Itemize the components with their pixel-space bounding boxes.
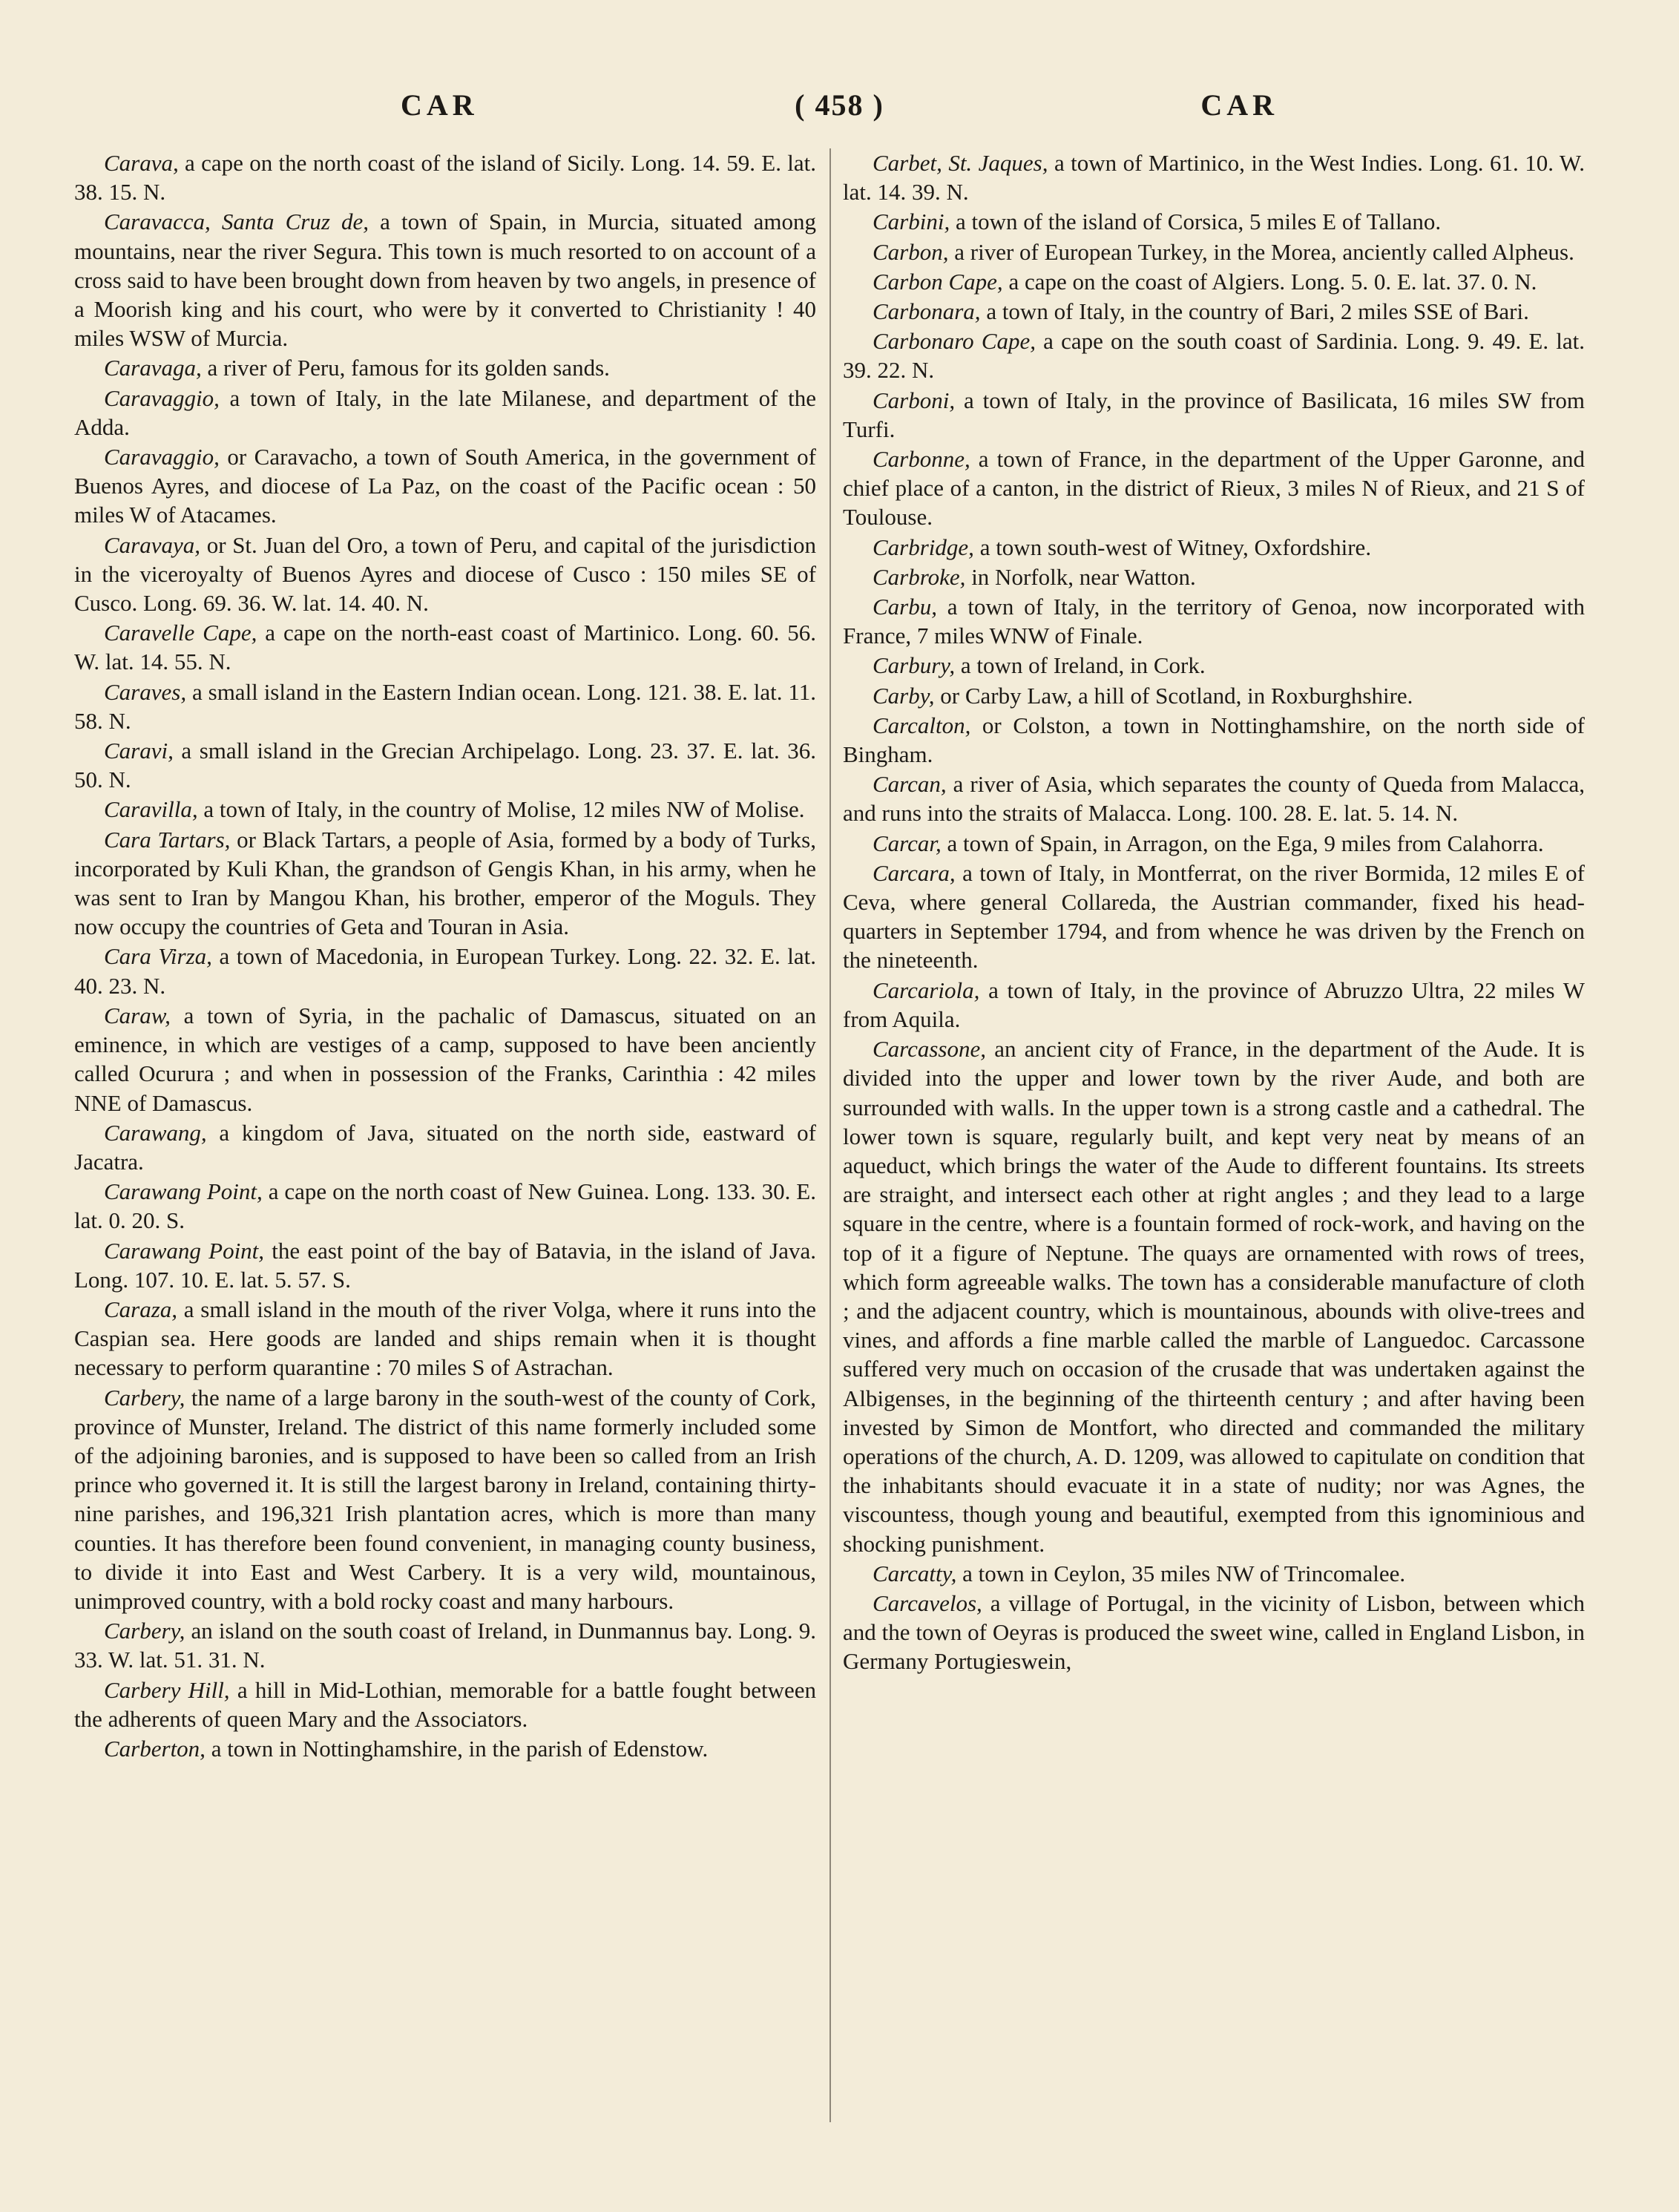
entry-text: a river of Asia, which separates the county of Queda from Malacca, and runs into the straits of Malacca. Long. 100. 28. E. lat. 5. 14. N. (843, 771, 1585, 827)
dictionary-entry (843, 592, 1585, 650)
dictionary-entry (843, 533, 1585, 562)
entry-text: or Colston, a town in Nottinghamshire, on the north side of Bingham. (843, 712, 1585, 768)
dictionary-entry (74, 207, 816, 352)
dictionary-entry (74, 1177, 816, 1235)
dictionary-entry (843, 651, 1585, 680)
dictionary-entry (843, 148, 1585, 206)
entry-text: a cape on the north coast of New Guinea. Long. 133. 30. E. lat. 0. 20. S. (74, 1178, 816, 1234)
entry-text: a town of Spain, in Murcia, situated among mountains, near the river Segura. This town is much resorted to on account of a cross said to have been brought down from heaven by two angels, in presence of a Moorish king and his court, who were by it converted to Christianity ! 40 miles WSW of Murcia. (74, 209, 816, 352)
entry-text: a cape on the north coast of the island of Sicily. Long. 14. 59. E. lat. 38. 15. N. (74, 150, 816, 206)
entry-headword: Carberton, (104, 1735, 206, 1762)
entry-text: a town of Italy, in the country of Bari, 2 miles SSE of Bari. (980, 298, 1529, 325)
dictionary-entry (74, 825, 816, 942)
entry-text: a town of Italy, in Montferrat, on the river Bormida, 12 miles E of Ceva, where general Collareda, the Austrian commander, fixed his head-quarters in September 1794, and from whence he was driven by the French on the nineteenth. (843, 859, 1585, 974)
entry-headword: Carbon Cape, (873, 268, 1003, 295)
entry-text: a town of Ireland, in Cork. (955, 652, 1206, 679)
dictionary-entry (74, 736, 816, 794)
dictionary-entry (843, 976, 1585, 1034)
entry-text: a river of Peru, famous for its golden sands. (201, 355, 610, 381)
entry-headword: Caravelle Cape, (104, 620, 257, 646)
entry-headword: Carbon, (873, 238, 949, 265)
dictionary-entry (74, 442, 816, 530)
dictionary-entry (843, 1589, 1585, 1676)
entry-headword: Cara Tartars, (104, 826, 231, 853)
entry-text: a river of European Turkey, in the Morea, anciently called Alpheus. (948, 238, 1574, 265)
entry-headword: Carbet, St. Jaques, (873, 150, 1048, 176)
entry-text: a cape on the coast of Algiers. Long. 5. 0. E. lat. 37. 0. N. (1002, 268, 1537, 295)
entry-text: a cape on the south coast of Sardinia. Long. 9. 49. E. lat. 39. 22. N. (843, 328, 1585, 384)
entry-headword: Carawang Point, (104, 1237, 265, 1264)
left-column (74, 148, 816, 1764)
entry-headword: Caravacca, Santa Cruz de, (104, 209, 369, 235)
dictionary-entry (843, 237, 1585, 266)
entry-headword: Carcatty, (873, 1560, 957, 1586)
entry-headword: Caraza, (104, 1296, 178, 1322)
entry-headword: Carbonara, (873, 298, 981, 325)
dictionary-entry (843, 326, 1585, 384)
entry-headword: Carcar, (873, 830, 942, 856)
entry-headword: Carawang, (104, 1119, 207, 1146)
dictionary-entry (74, 1616, 816, 1674)
dictionary-entry (74, 384, 816, 442)
entry-text: a town of Italy, in the territory of Genoa, now incorporated with France, 7 miles WNW of Finale. (843, 594, 1585, 649)
header-left: CAR (401, 88, 479, 122)
dictionary-entry (74, 1001, 816, 1118)
entry-text: or Black Tartars, a people of Asia, formed by a body of Turks, incorporated by Kuli Khan, the grandson of Gengis Khan, in his army, when he was sent to Iran by Mangou Khan, his brother, emperor of the Moguls. They now occupy the countries of Geta and Touran in Asia. (74, 826, 816, 940)
header-right: CAR (1200, 88, 1278, 122)
entry-text: a town south-west of Witney, Oxfordshire. (973, 534, 1372, 560)
entry-text: a town of Italy, in the country of Molise, 12 miles NW of Molise. (197, 796, 805, 823)
column-divider (829, 148, 831, 2122)
page-number: ( 458 ) (795, 88, 884, 122)
entry-text: a town of Spain, in Arragon, on the Ega, 9 miles from Calahorra. (941, 830, 1544, 856)
entry-text: a hill in Mid-Lothian, memorable for a battle fought between the adherents of queen Mary and the Associators. (74, 1676, 816, 1732)
entry-text: a small island in the Eastern Indian ocean. Long. 121. 38. E. lat. 11. 58. N. (74, 678, 816, 734)
entry-headword: Carcalton, (873, 712, 971, 738)
right-column (843, 148, 1585, 1677)
entry-headword: Carcariola, (873, 977, 980, 1003)
dictionary-entry (843, 562, 1585, 591)
entry-headword: Carbury, (873, 652, 956, 679)
entry-headword: Carbroke, (873, 563, 966, 590)
entry-text: a kingdom of Java, situated on the north side, eastward of Jacatra. (74, 1119, 816, 1175)
entry-text: a town of Syria, in the pachalic of Damascus, situated on an eminence, in which are vestiges of a camp, supposed to have been anciently called Ocurura ; and when in possession of the Franks, Carinthia : 42 miles NNE of Damascus. (74, 1002, 816, 1116)
dictionary-entry (74, 1118, 816, 1176)
dictionary-entry (843, 386, 1585, 444)
entry-text: or St. Juan del Oro, a town of Peru, and capital of the jurisdiction in the viceroyalty of Buenos Ayres and diocese of Cusco : 150 miles SE of Cusco. Long. 69. 36. W. lat. 14. 40. N. (74, 531, 816, 617)
entry-headword: Carava, (104, 150, 179, 176)
entry-headword: Caravaggio, (104, 444, 220, 470)
entry-text: an island on the south coast of Ireland, in Dunmannus bay. Long. 9. 33. W. lat. 51. 31. N. (74, 1618, 816, 1673)
entry-headword: Carbery, (104, 1384, 185, 1411)
entry-headword: Caravaga, (104, 355, 202, 381)
dictionary-entry (74, 1734, 816, 1763)
entry-headword: Caraves, (104, 678, 187, 705)
dictionary-entry (843, 207, 1585, 236)
dictionary-entry (843, 444, 1585, 532)
dictionary-entry (843, 769, 1585, 827)
entry-text: a small island in the Grecian Archipelago. Long. 23. 37. E. lat. 36. 50. N. (74, 738, 816, 793)
dictionary-entry (74, 1295, 816, 1382)
entry-text: a cape on the north-east coast of Martinico. Long. 60. 56. W. lat. 14. 55. N. (74, 620, 817, 675)
entry-headword: Carboni, (873, 387, 956, 413)
entry-text: a town of Martinico, in the West Indies. Long. 61. 10. W. lat. 14. 39. N. (843, 150, 1586, 206)
entry-text: the name of a large barony in the south-west of the county of Cork, province of Munster, Ireland. The district of this name formerly included some of the adjoining baronies, and is supposed to have been so called from an Irish prince who governed it. It is still the largest barony in Ireland, containing thirty-nine parishes, and 196,321 Irish plantation acres, which is more than many counties. It has therefore been found convenient, in managing county business, to divide it into East and West Carbery. It is a very wild, mountainous, unimproved country, with a bold rocky coast and many harbours. (74, 1384, 816, 1614)
dictionary-entry (74, 795, 816, 824)
entry-headword: Caravilla, (104, 796, 198, 823)
entry-headword: Caraw, (104, 1002, 171, 1028)
entry-text: a town in Nottinghamshire, in the parish of Edenstow. (205, 1735, 709, 1762)
entry-text: the east point of the bay of Batavia, in the island of Java. Long. 107. 10. E. lat. 5. 57. S. (74, 1237, 816, 1293)
dictionary-entry (74, 942, 816, 1000)
dictionary-entry (843, 1034, 1585, 1558)
dictionary-entry (74, 618, 816, 676)
running-header (74, 88, 1605, 132)
entry-headword: Caravaya, (104, 531, 201, 558)
entry-headword: Carcan, (873, 771, 947, 798)
dictionary-entry (843, 297, 1585, 326)
entry-headword: Caravaggio, (104, 384, 220, 411)
dictionary-entry (843, 829, 1585, 858)
entry-headword: Carbery, (104, 1618, 185, 1644)
entry-text: or Carby Law, a hill of Scotland, in Roxburghshire. (934, 682, 1413, 709)
dictionary-entry (843, 681, 1585, 710)
entry-headword: Carbridge, (873, 534, 974, 560)
entry-headword: Carbu, (873, 594, 937, 620)
entry-text: a village of Portugal, in the vicinity of Lisbon, between which and the town of Oeyras is produced the sweet wine, called in England Lisbon, in Germany Portugieswein, (843, 1589, 1585, 1675)
dictionary-entry (74, 1383, 816, 1616)
dictionary-entry (74, 1236, 816, 1294)
entry-text: in Norfolk, near Watton. (965, 563, 1196, 590)
dictionary-entry (843, 267, 1585, 296)
dictionary-entry (74, 353, 816, 382)
entry-headword: Cara Virza, (104, 943, 212, 970)
entry-text: a town of Macedonia, in European Turkey. Long. 22. 32. E. lat. 40. 23. N. (74, 943, 816, 999)
entry-headword: Carby, (873, 682, 935, 709)
entry-headword: Caravi, (104, 738, 174, 764)
entry-text: a town in Ceylon, 35 miles NW of Trincomalee. (956, 1560, 1406, 1586)
dictionary-entry (843, 711, 1585, 769)
entry-text: a town of Italy, in the province of Basilicata, 16 miles SW from Turfi. (843, 387, 1585, 442)
entry-text: an ancient city of France, in the department of the Aude. It is divided into the upper and lower town by the river Aude, and both are surrounded with walls. In the upper town is a strong castle and a cathedral. The lower town is square, regularly built, and kept very neat by means of an aqueduct, which brings the water of the Aude to different fountains. Its streets are straight, and intersect each other at right angles ; and they lead to a large square in the centre, where is a fountain formed of rock-work, and having on the top of it a figure of Neptune. The quays are ornamented with rows of trees, which form agreeable walks. The town has a considerable manufacture of cloth ; and the adjacent country, which is mountainous, abounds with olive-trees and vines, and affords a fine marble called the marble of Languedoc. Carcassone suffered very much on occasion of the crusade that was undertaken against the Albigenses, in the beginning of the thirteenth century ; and after having been invested by Simon de Montfort, who directed and commanded the military operations of the church, A. D. 1209, was allowed to capitulate on condition that the inhabitants should evacuate it in a state of nudity; nor was Agnes, the viscountess, though young and beautiful, exempted from this ignominious and shocking punishment. (843, 1036, 1585, 1557)
entry-headword: Carbonne, (873, 446, 970, 473)
entry-headword: Carcassone, (873, 1036, 986, 1063)
entry-text: a small island in the mouth of the river Volga, where it runs into the Caspian sea. Here goods are landed and ships remain when it is thought necessary to perform quarantine : 70 miles S of Astrachan. (74, 1296, 816, 1381)
entry-text: a town of Italy, in the province of Abruzzo Ultra, 22 miles W from Aquila. (843, 977, 1585, 1032)
entry-headword: Carcavelos, (873, 1589, 982, 1616)
entry-headword: Carbonaro Cape, (873, 328, 1036, 355)
entry-headword: Carawang Point, (104, 1178, 263, 1205)
dictionary-entry (843, 1559, 1585, 1588)
entry-text: or Caravacho, a town of South America, in the government of Buenos Ayres, and diocese of La Paz, on the coast of the Pacific ocean : 50 miles W of Atacames. (74, 444, 816, 528)
dictionary-entry (74, 531, 816, 618)
dictionary-entry (74, 677, 816, 735)
dictionary-entry (74, 1676, 816, 1733)
entry-headword: Carcara, (873, 859, 956, 886)
dictionary-entry (74, 148, 816, 206)
entry-text: a town of France, in the department of the Upper Garonne, and chief place of a canton, in the district of Rieux, 3 miles N of Rieux, and 21 S of Toulouse. (843, 446, 1585, 531)
entry-headword: Carbini, (873, 209, 950, 235)
dictionary-entry (843, 859, 1585, 975)
entry-text: a town of Italy, in the late Milanese, and department of the Adda. (74, 384, 816, 440)
entry-headword: Carbery Hill, (104, 1676, 230, 1703)
entry-text: a town of the island of Corsica, 5 miles E of Tallano. (950, 209, 1442, 235)
